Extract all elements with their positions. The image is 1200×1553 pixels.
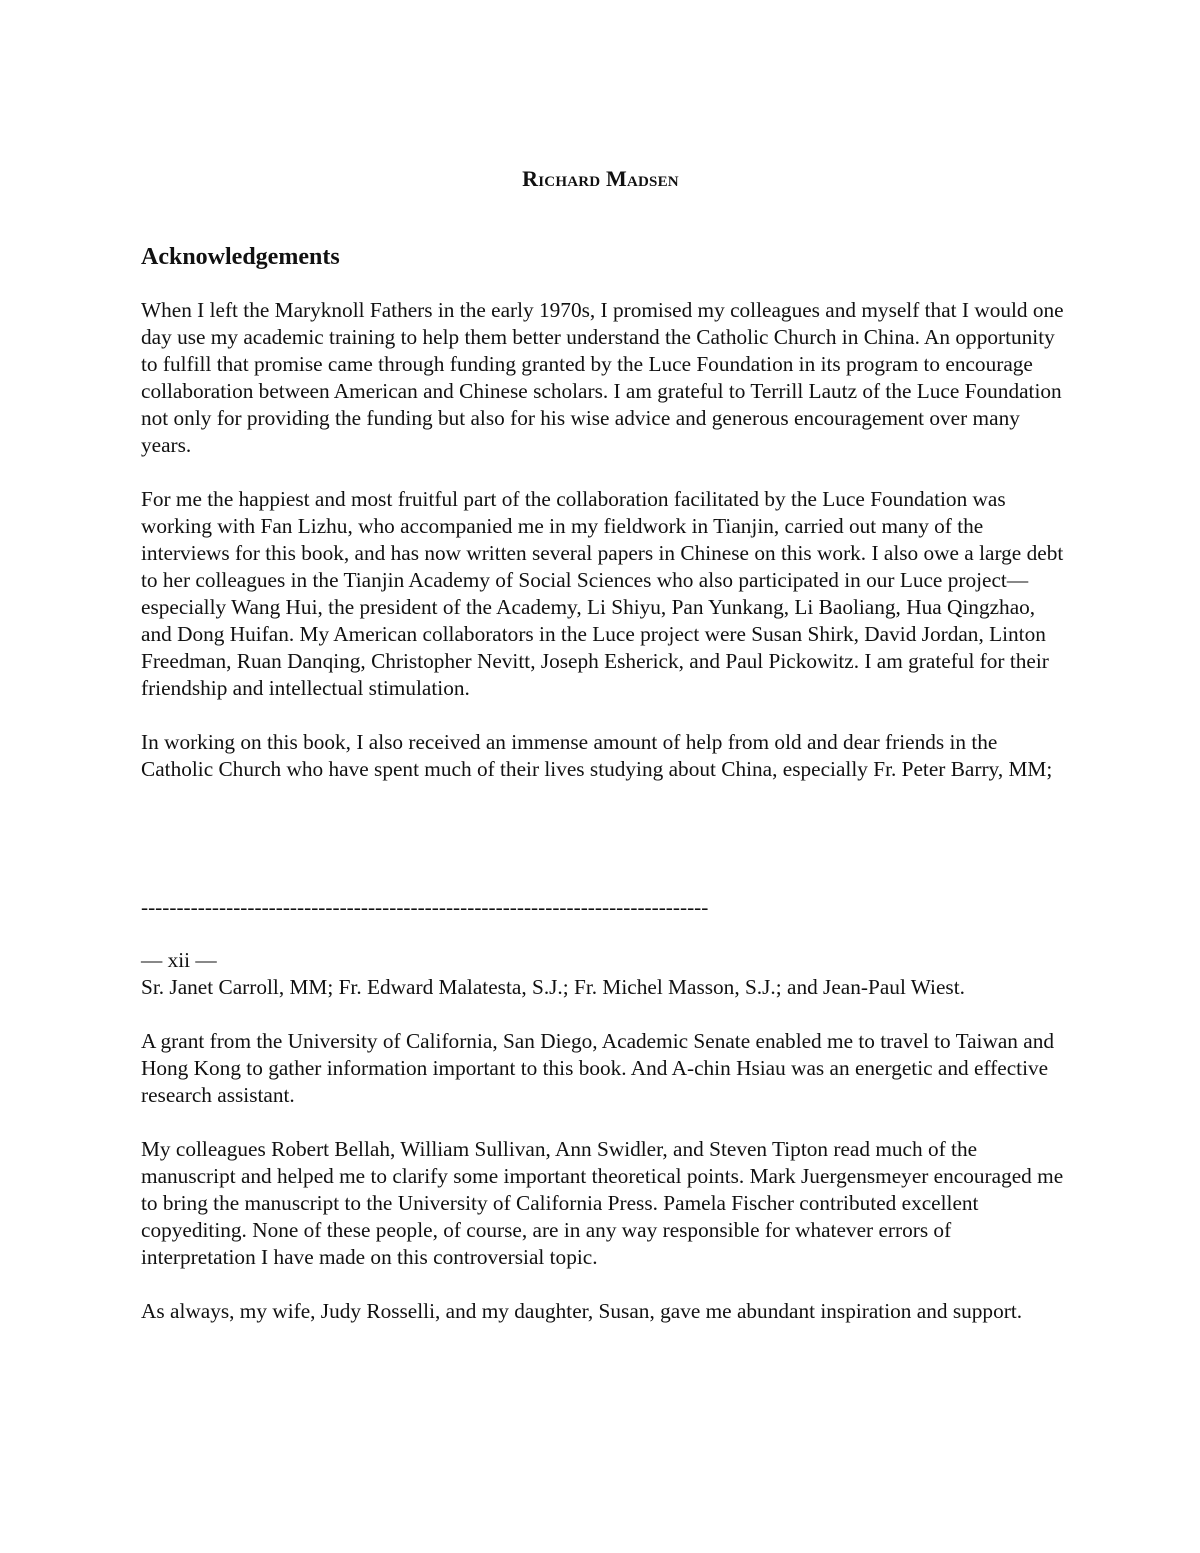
text-block-before-break: [141, 297, 1071, 783]
page-break-rule: --------------------------------------------------------------------------------: [141, 895, 709, 919]
paragraph: My colleagues Robert Bellah, William Sullivan, Ann Swidler, and Steven Tipton read much of the manuscript and helped me to clarify some important theoretical points. Mark Juergensmeyer encouraged me to bring the manuscript to the University of California Press. Pamela Fischer contributed excellent copyediting. None of these people, of course, are in any way responsible for whatever errors of interpretation I have made on this controversial topic.: [141, 1137, 1064, 1269]
paragraph: Sr. Janet Carroll, MM; Fr. Edward Malatesta, S.J.; Fr. Michel Masson, S.J.; and Jean-Paul Wiest.: [141, 975, 965, 999]
author-name: Richard Madsen: [522, 166, 679, 191]
section-heading: Acknowledgements: [141, 244, 340, 270]
paragraph: As always, my wife, Judy Rosselli, and my daughter, Susan, gave me abundant inspiration and support.: [141, 1299, 1023, 1323]
paragraph: A grant from the University of California, San Diego, Academic Senate enabled me to travel to Taiwan and Hong Kong to gather information important to this book. And A-chin Hsiau was an energetic and effective research assistant.: [141, 1029, 1055, 1107]
paragraph: When I left the Maryknoll Fathers in the early 1970s, I promised my colleagues and myself that I would one day use my academic training to help them better understand the Catholic Church in China. An opportunity to fulfill that promise came through funding granted by the Luce Foundation in its program to encourage collaboration between American and Chinese scholars. I am grateful to Terrill Lautz of the Luce Foundation not only for providing the funding but also for his wise advice and generous encouragement over many years.: [141, 298, 1064, 457]
paragraph: In working on this book, I also received an immense amount of help from old and dear friends in the Catholic Church who have spent much of their lives studying about China, especially Fr. Peter Barry, MM;: [141, 730, 1053, 781]
paragraph: For me the happiest and most fruitful part of the collaboration facilitated by the Luce Foundation was working with Fan Lizhu, who accompanied me in my fieldwork in Tianjin, carried out many of the interviews for this book, and has now written several papers in Chinese on this work. I also owe a large debt to her colleagues in the Tianjin Academy of Social Sciences who also participated in our Luce project—especially Wang Hui, the president of the Academy, Li Shiyu, Pan Yunkang, Li Baoliang, Hua Qingzhao, and Dong Huifan. My American collaborators in the Luce project were Susan Shirk, David Jordan, Linton Freedman, Ruan Danqing, Christopher Nevitt, Joseph Esherick, and Paul Pickowitz. I am grateful for their friendship and intellectual stimulation.: [141, 487, 1064, 700]
text-block-after-break: [141, 974, 1071, 1325]
page-number: — xii —: [141, 948, 217, 972]
